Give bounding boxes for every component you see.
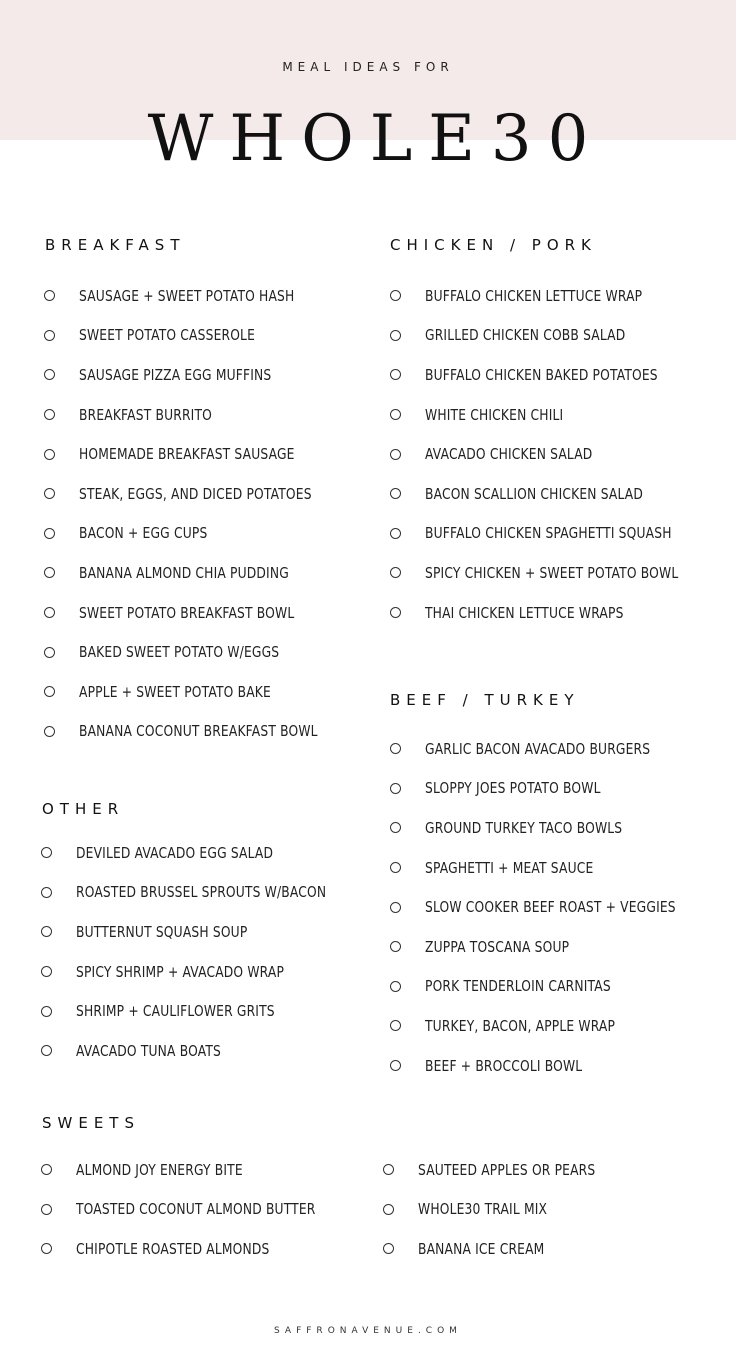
checkbox-circle-icon[interactable]: [390, 941, 401, 952]
list-item[interactable]: [390, 729, 731, 769]
list-item-label: WHITE CHICKEN CHILI: [425, 405, 564, 424]
list-item-label: TURKEY, BACON, APPLE WRAP: [425, 1016, 616, 1035]
list-item-label: SHRIMP + CAULIFLOWER GRITS: [76, 1002, 275, 1021]
list-item[interactable]: [44, 712, 370, 752]
list-item[interactable]: [44, 553, 370, 593]
list-item-label: AVACADO CHICKEN SALAD: [425, 445, 593, 464]
checkbox-circle-icon[interactable]: [41, 1243, 52, 1254]
list-item[interactable]: [390, 848, 731, 888]
list-item[interactable]: [390, 593, 734, 633]
list-item[interactable]: [390, 395, 734, 435]
checkbox-circle-icon[interactable]: [390, 981, 401, 992]
list-item[interactable]: [41, 1150, 368, 1190]
checkbox-circle-icon[interactable]: [44, 330, 55, 341]
section-title-sweets: SWEETS: [42, 1114, 140, 1132]
checkbox-circle-icon[interactable]: [41, 926, 52, 937]
checkbox-circle-icon[interactable]: [390, 567, 401, 578]
list-item[interactable]: [390, 1006, 731, 1046]
checkbox-circle-icon[interactable]: [44, 290, 55, 301]
checkbox-circle-icon[interactable]: [390, 1020, 401, 1031]
list-item-label: BANANA COCONUT BREAKFAST BOWL: [79, 722, 318, 741]
checkbox-circle-icon[interactable]: [390, 822, 401, 833]
checkbox-circle-icon[interactable]: [44, 449, 55, 460]
beef-turkey-list: [390, 729, 731, 1085]
checkbox-circle-icon[interactable]: [44, 686, 55, 697]
list-item[interactable]: [390, 887, 731, 927]
list-item[interactable]: [390, 967, 731, 1007]
sweets-list-right: [383, 1150, 634, 1269]
list-item[interactable]: [41, 1190, 368, 1230]
checkbox-circle-icon[interactable]: [41, 887, 52, 898]
list-item-label: SPICY SHRIMP + AVACADO WRAP: [76, 962, 285, 981]
list-item-label: BACON + EGG CUPS: [79, 524, 208, 543]
list-item-label: SWEET POTATO BREAKFAST BOWL: [79, 603, 295, 622]
checkbox-circle-icon[interactable]: [390, 783, 401, 794]
checkbox-circle-icon[interactable]: [44, 369, 55, 380]
section-title-chicken-pork: CHICKEN / PORK: [390, 236, 597, 254]
list-item[interactable]: [44, 514, 370, 554]
list-item-label: CHIPOTLE ROASTED ALMONDS: [76, 1239, 270, 1258]
list-item[interactable]: [44, 593, 370, 633]
checkbox-circle-icon[interactable]: [383, 1243, 394, 1254]
checkbox-circle-icon[interactable]: [41, 966, 52, 977]
list-item-label: SPAGHETTI + MEAT SAUCE: [425, 858, 594, 877]
list-item[interactable]: [44, 395, 370, 435]
list-item[interactable]: [383, 1190, 634, 1230]
list-item-label: BAKED SWEET POTATO W/EGGS: [79, 643, 280, 662]
section-title-beef-turkey: BEEF / TURKEY: [390, 691, 580, 709]
list-item[interactable]: [390, 1046, 731, 1086]
list-item-label: ALMOND JOY ENERGY BITE: [76, 1160, 243, 1179]
list-item-label: TOASTED COCONUT ALMOND BUTTER: [76, 1200, 316, 1219]
list-item[interactable]: [44, 434, 370, 474]
checkbox-circle-icon[interactable]: [390, 369, 401, 380]
list-item-label: SAUSAGE PIZZA EGG MUFFINS: [79, 365, 272, 384]
list-item-label: ZUPPA TOSCANA SOUP: [425, 937, 570, 956]
footer-site: SAFFRONAVENUE.COM: [274, 1326, 462, 1336]
list-item-label: PORK TENDERLOIN CARNITAS: [425, 977, 611, 996]
list-item-label: BACON SCALLION CHICKEN SALAD: [425, 484, 644, 503]
section-title-breakfast: BREAKFAST: [45, 236, 186, 254]
list-item-label: STEAK, EGGS, AND DICED POTATOES: [79, 484, 312, 503]
checkbox-circle-icon[interactable]: [390, 409, 401, 420]
checkbox-circle-icon[interactable]: [44, 567, 55, 578]
checkbox-circle-icon[interactable]: [390, 1060, 401, 1071]
list-item[interactable]: [390, 316, 734, 356]
checkbox-circle-icon[interactable]: [390, 862, 401, 873]
list-item-label: GROUND TURKEY TACO BOWLS: [425, 818, 623, 837]
list-item-label: SWEET POTATO CASSEROLE: [79, 326, 256, 345]
list-item[interactable]: [390, 514, 734, 554]
list-item[interactable]: [390, 355, 734, 395]
checkbox-circle-icon[interactable]: [44, 726, 55, 737]
page-subtitle: MEAL IDEAS FOR: [282, 60, 454, 74]
list-item-label: SAUSAGE + SWEET POTATO HASH: [79, 286, 295, 305]
checkbox-circle-icon[interactable]: [383, 1164, 394, 1175]
list-item[interactable]: [41, 991, 381, 1031]
list-item-label: GARLIC BACON AVACADO BURGERS: [425, 739, 651, 758]
chicken-pork-list: [390, 276, 734, 632]
list-item[interactable]: [41, 1031, 381, 1071]
checkbox-circle-icon[interactable]: [390, 528, 401, 539]
list-item[interactable]: [41, 1229, 368, 1269]
list-item[interactable]: [41, 833, 381, 873]
list-item[interactable]: [390, 769, 731, 809]
list-item-label: SAUTEED APPLES OR PEARS: [418, 1160, 596, 1179]
checkbox-circle-icon[interactable]: [390, 330, 401, 341]
checkbox-circle-icon[interactable]: [41, 1045, 52, 1056]
list-item-label: BUFFALO CHICKEN SPAGHETTI SQUASH: [425, 524, 672, 543]
other-list: [41, 833, 381, 1071]
list-item[interactable]: [44, 672, 370, 712]
list-item-label: AVACADO TUNA BOATS: [76, 1041, 221, 1060]
list-item-label: GRILLED CHICKEN COBB SALAD: [425, 326, 626, 345]
list-item[interactable]: [390, 553, 734, 593]
checkbox-circle-icon[interactable]: [41, 847, 52, 858]
checkbox-circle-icon[interactable]: [390, 449, 401, 460]
list-item[interactable]: [390, 276, 734, 316]
list-item-label: SLOW COOKER BEEF ROAST + VEGGIES: [425, 898, 676, 917]
list-item-label: BANANA ALMOND CHIA PUDDING: [79, 563, 289, 582]
list-item-label: BREAKFAST BURRITO: [79, 405, 212, 424]
list-item[interactable]: [44, 276, 370, 316]
list-item[interactable]: [44, 316, 370, 356]
list-item-label: SLOPPY JOES POTATO BOWL: [425, 779, 601, 798]
page-title: WHOLE30: [147, 102, 605, 176]
list-item-label: WHOLE30 TRAIL MIX: [418, 1200, 548, 1219]
list-item[interactable]: [44, 632, 370, 672]
checkbox-circle-icon[interactable]: [44, 528, 55, 539]
list-item-label: BUTTERNUT SQUASH SOUP: [76, 922, 248, 941]
checkbox-circle-icon[interactable]: [44, 647, 55, 658]
breakfast-list: [44, 276, 370, 751]
list-item-label: ROASTED BRUSSEL SPROUTS W/BACON: [76, 883, 327, 902]
section-title-other: OTHER: [42, 800, 125, 818]
checkbox-circle-icon[interactable]: [390, 290, 401, 301]
list-item[interactable]: [41, 873, 381, 913]
list-item-label: APPLE + SWEET POTATO BAKE: [79, 682, 271, 701]
checkbox-circle-icon[interactable]: [44, 488, 55, 499]
list-item[interactable]: [390, 434, 734, 474]
checkbox-circle-icon[interactable]: [390, 488, 401, 499]
list-item-label: BANANA ICE CREAM: [418, 1239, 545, 1258]
list-item[interactable]: [383, 1229, 634, 1269]
checkbox-circle-icon[interactable]: [383, 1204, 394, 1215]
list-item[interactable]: [390, 808, 731, 848]
list-item-label: THAI CHICKEN LETTUCE WRAPS: [425, 603, 624, 622]
list-item[interactable]: [383, 1150, 634, 1190]
list-item[interactable]: [44, 355, 370, 395]
list-item[interactable]: [41, 952, 381, 992]
list-item-label: BUFFALO CHICKEN BAKED POTATOES: [425, 365, 658, 384]
list-item[interactable]: [390, 927, 731, 967]
list-item[interactable]: [390, 474, 734, 514]
checkbox-circle-icon[interactable]: [44, 409, 55, 420]
sweets-list-left: [41, 1150, 368, 1269]
list-item[interactable]: [41, 912, 381, 952]
checkbox-circle-icon[interactable]: [41, 1164, 52, 1175]
checkbox-circle-icon[interactable]: [390, 743, 401, 754]
checkbox-circle-icon[interactable]: [41, 1006, 52, 1017]
checkbox-circle-icon[interactable]: [41, 1204, 52, 1215]
checkbox-circle-icon[interactable]: [44, 607, 55, 618]
list-item-label: DEVILED AVACADO EGG SALAD: [76, 843, 274, 862]
list-item-label: HOMEMADE BREAKFAST SAUSAGE: [79, 445, 295, 464]
list-item-label: BEEF + BROCCOLI BOWL: [425, 1056, 583, 1075]
checkbox-circle-icon[interactable]: [390, 607, 401, 618]
list-item-label: BUFFALO CHICKEN LETTUCE WRAP: [425, 286, 643, 305]
list-item-label: SPICY CHICKEN + SWEET POTATO BOWL: [425, 563, 679, 582]
list-item[interactable]: [44, 474, 370, 514]
checkbox-circle-icon[interactable]: [390, 902, 401, 913]
